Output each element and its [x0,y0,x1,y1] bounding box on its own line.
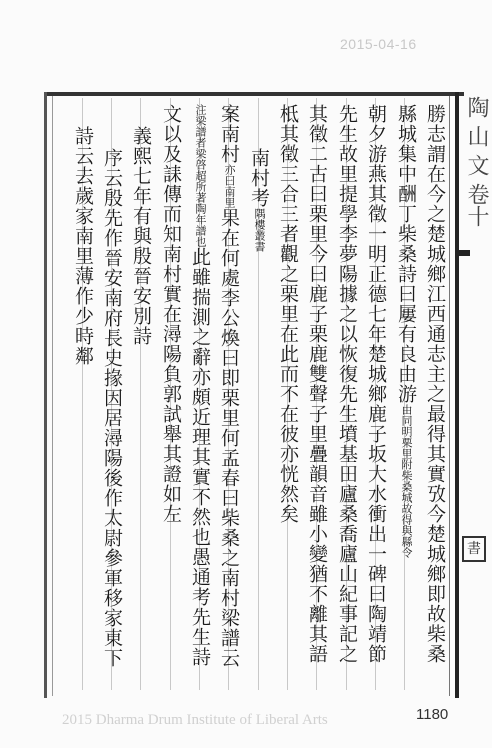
text-column-8 [216,104,242,668]
gutter-stamp: 書 [462,536,486,562]
text-column-10: 文以及誄傳而知南村實在潯陽負郭試舉其證如左 [160,104,182,524]
text-column-4: 先生故里提學李夢陽據之以恢復先生墳基田廬桑喬廬山紀事記之 [336,104,358,664]
text-column-7 [246,148,272,252]
text-column-9 [187,104,213,667]
text-column-2 [393,104,419,558]
text-column-13: 詩云去歲家南里薄作少時鄰 [72,126,94,366]
column-text: 果在何處李公煥曰即栗里何孟春曰柴桑之南村梁譜云 [218,208,240,668]
text-column-3: 朝夕游燕其徵一明正德七年楚城鄉鹿子坂大水衝出一碑曰陶靖節 [365,104,387,664]
column-text: 案南村 [218,104,240,164]
text-column-5: 其徵二古曰栗里今曰鹿子栗鹿雙聲子里疊韻音雖小變猶不離其語 [306,104,328,664]
text-column-1: 勝志謂在今之楚城鄉江西通志主之最得其實攷今楚城鄉即故柴桑 [424,104,446,664]
scan-date: 2015-04-16 [340,36,417,52]
section-heading: 南村考 [248,148,270,208]
interlinear-note: 注梁譜者梁啓超所著陶年譜也 [194,104,207,247]
border-right [455,92,459,698]
border-left-inner [52,96,53,696]
column-text: 此雖揣測之辭亦頗近理其實不然也愚通考先生詩 [189,247,211,667]
page-number: 1180 [416,706,449,723]
page-gutter-title: 陶 山 文 卷十 [464,96,489,227]
text-column-12: 序云殷先作晉安南府長史掾因居潯陽後作太尉參軍移家東下 [101,148,123,668]
watermark-footer: 2015 Dharma Drum Institute of Liberal Arts [62,712,328,728]
interlinear-note: 亦曰南里 [223,164,236,208]
border-left [44,92,47,698]
source-note: 隅樓叢書 [253,208,266,252]
column-text: 縣城集中酬丁柴桑詩曰屢有良由游 [395,104,417,404]
text-column-6: 柢其徵三合三者觀之栗里在此而不在彼亦恍然矣 [277,104,299,524]
interlinear-note: 由同明栗里附柴桑城故得與縣令 [400,404,413,558]
text-column-11: 義熙七年有與殷晉安別詩 [130,126,152,346]
border-right-inner [449,96,450,696]
border-top [44,92,464,96]
